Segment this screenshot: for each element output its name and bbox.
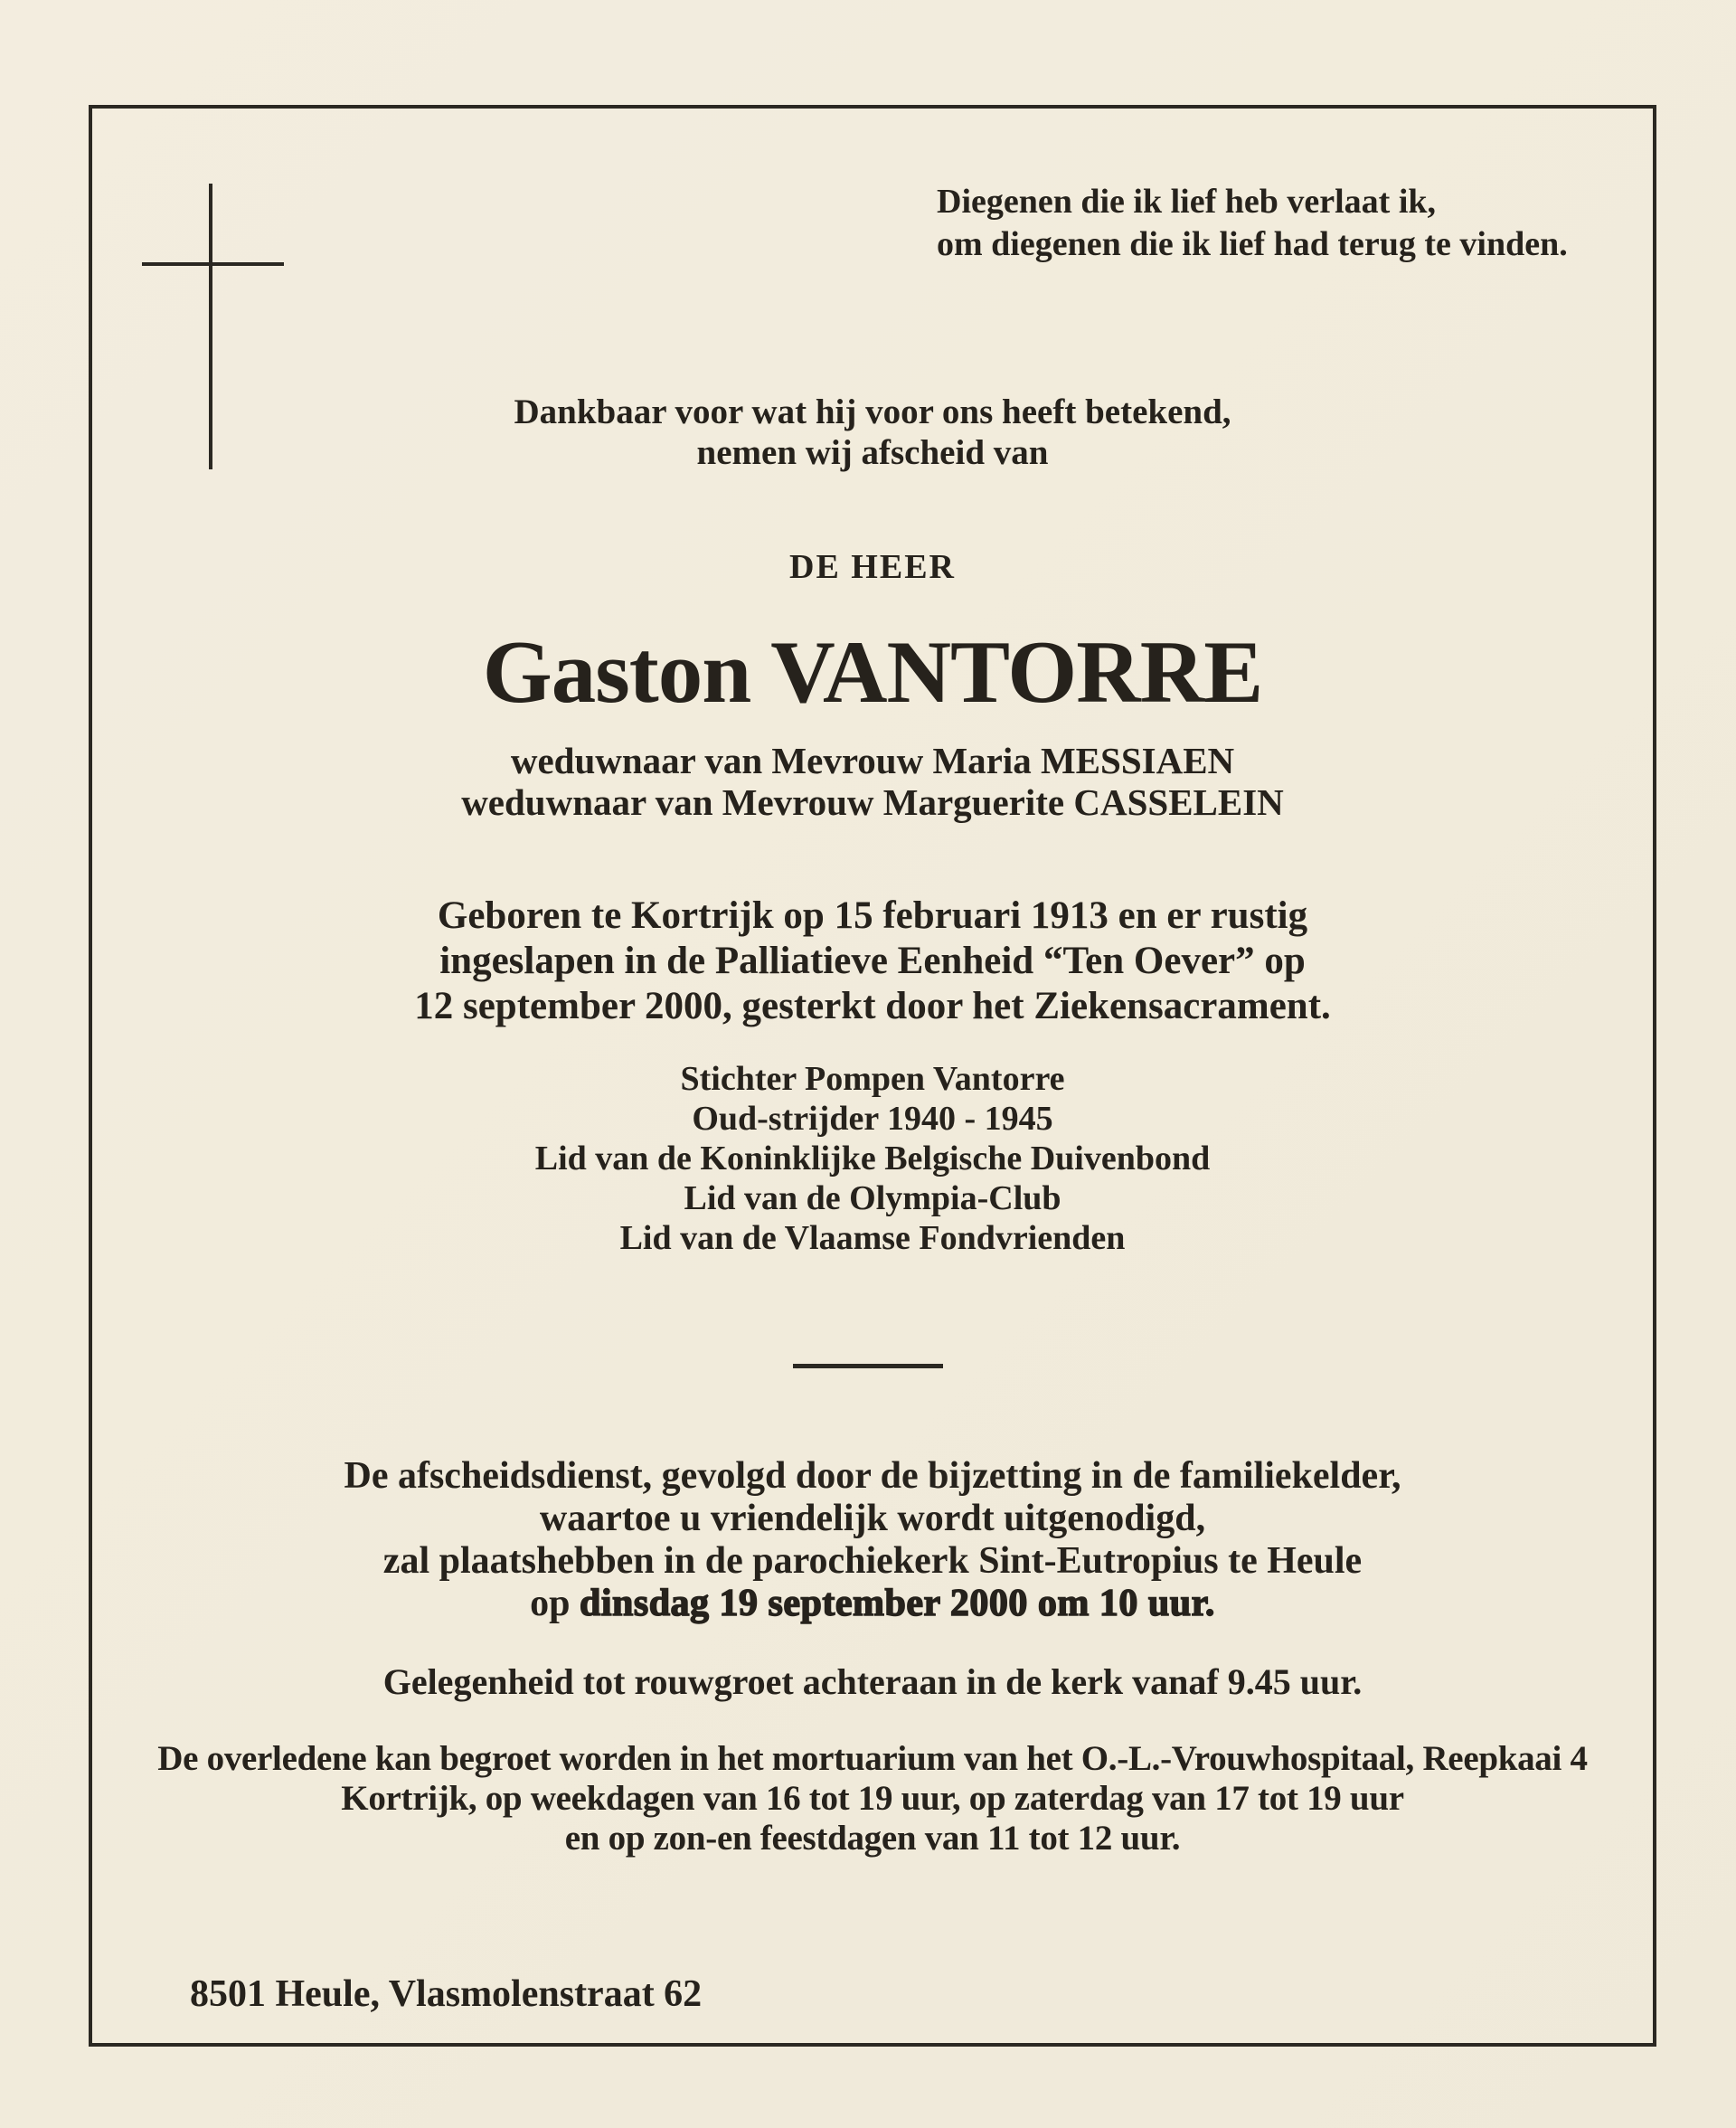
intro-line: nemen wij afscheid van — [696, 433, 1049, 472]
life-line: ingeslapen in de Palliatieve Eenheid “Ten Oever” op — [439, 940, 1306, 982]
family-address — [190, 1973, 702, 2015]
section-divider-rule — [793, 1364, 943, 1368]
intro-text — [89, 392, 1656, 473]
widower-of — [89, 740, 1656, 823]
mortuary-visiting-text — [89, 1739, 1656, 1858]
membership-line: Stichter Pompen Vantorre — [680, 1060, 1065, 1098]
membership-line: Lid van de Koninklijke Belgische Duivenbond — [534, 1140, 1211, 1177]
life-line: Geboren te Kortrijk op 15 februari 1913 en er rustig — [437, 894, 1308, 937]
greeting-line: Gelegenheid tot rouwgroet achteraan in de kerk vanaf 9.45 uur. — [382, 1661, 1363, 1702]
memberships-list — [89, 1059, 1656, 1258]
funeral-date-line — [89, 1583, 1656, 1625]
intro-line: Dankbaar voor wat hij voor ons heeft betekend, — [514, 392, 1231, 431]
widower-line: weduwnaar van Mevrouw Maria MESSIAEN — [510, 740, 1235, 781]
epigraph — [937, 181, 1568, 266]
membership-line: Lid van de Olympia-Club — [684, 1179, 1061, 1217]
deceased-name — [89, 622, 1656, 724]
mortuary-line: Kortrijk, op weekdagen van 16 tot 19 uur, op zaterdag van 17 tot 19 uur — [341, 1779, 1404, 1818]
membership-line: Lid van de Vlaamse Fondvrienden — [619, 1219, 1126, 1257]
epigraph-line: om diegenen die ik lief had terug te vinden. — [937, 225, 1568, 263]
deceased-name-line: Gaston VANTORRE — [482, 623, 1263, 722]
funeral-date-emphasis: dinsdag 19 september 2000 om 10 uur. — [579, 1583, 1215, 1624]
funeral-date-prefix: op — [530, 1583, 580, 1624]
funeral-line: waartoe u vriendelijk wordt uitgenodigd, — [539, 1498, 1206, 1539]
funeral-service-text — [89, 1455, 1656, 1625]
honorific-line: DE HEER — [789, 548, 956, 586]
mourning-greeting-text — [89, 1662, 1656, 1702]
mortuary-line: en op zon-en feestdagen van 11 tot 12 uur. — [564, 1819, 1181, 1858]
birth-death-text — [89, 894, 1656, 1029]
mortuary-line: De overledene kan begroet worden in het mortuarium van het O.-L.-Vrouwhospitaal, Reepkaai 4 — [157, 1739, 1588, 1778]
honorific-title — [89, 549, 1656, 585]
life-line: 12 september 2000, gesterkt door het Ziekensacrament. — [414, 985, 1331, 1027]
widower-line: weduwnaar van Mevrouw Marguerite CASSELEIN — [461, 781, 1284, 823]
funeral-line: zal plaatshebben in de parochiekerk Sint-Eutropius te Heule — [382, 1540, 1363, 1582]
membership-line: Oud-strijder 1940 - 1945 — [692, 1100, 1053, 1138]
funeral-line: De afscheidsdienst, gevolgd door de bijzetting in de familiekelder, — [344, 1455, 1401, 1497]
cross-horizontal-bar — [142, 262, 284, 266]
epigraph-line: Diegenen die ik lief heb verlaat ik, — [937, 183, 1437, 221]
address-line: 8501 Heule, Vlasmolenstraat 62 — [190, 1973, 703, 2015]
